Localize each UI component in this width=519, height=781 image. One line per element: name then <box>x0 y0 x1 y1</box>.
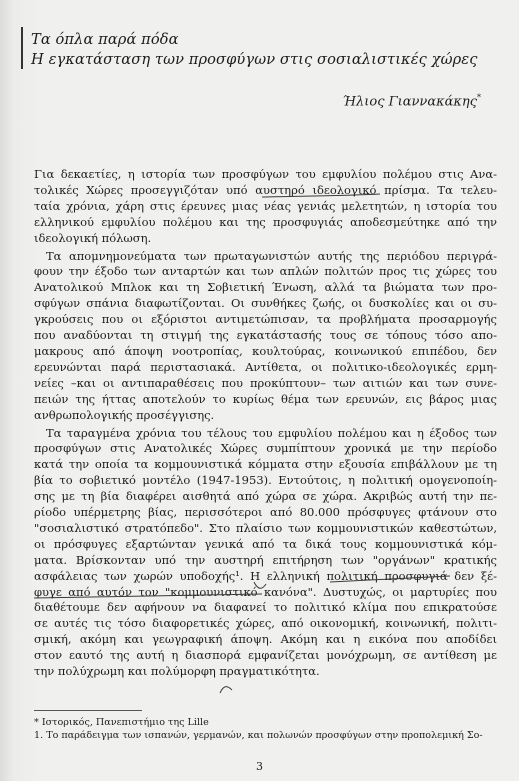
text-line: κατά την οποία τα κομμουνιστικά κόμματα στην εξουσία επιβάλλουν με τη <box>34 457 497 472</box>
text-line: Τα ταραγμένα χρόνια του τέλους του εμφυλίου πολέμου και η έξοδος των <box>46 425 497 440</box>
text-line: "σοσιαλιστικό στρατόπεδο". Στο πλαίσιο των κομμουνιστικών καθεστώτων, <box>34 520 497 535</box>
text-line: Τα απομνημονεύματα των πρωταγωνιστών αυτής της περιόδου περιγρά- <box>46 248 497 263</box>
paragraph-2 <box>34 249 497 424</box>
text-line: που αναδύονται τη στιγμή της εγκατάστασής τους σε τόπους τόσο απο- <box>34 328 497 343</box>
title-line-2: Η εγκατάσταση των προσφύγων στις σοσιαλιστικές χώρες <box>31 51 478 68</box>
text-line: ελληνικού εμφυλίου πολέμου και της προσφυγιάς αποδεσμεύτηκε από την <box>34 214 497 229</box>
text-line: την πολύχρωμη και πολύμορφη πραγματικότητα. <box>34 664 320 679</box>
text-line: σε αυτές τις τόσο διαφορετικές χώρες, από οικονομική, κοινωνική, πολιτι- <box>34 616 497 631</box>
text-line: σης με τη βία διαφέρει αισθητά από χώρα σε χώρα. Ακριβώς αυτή την πε- <box>34 489 497 504</box>
text-line: ερευνώνται παρά περιστασιακά. Αντίθετα, οι πολιτικο-ιδεολογικές ερμη- <box>34 359 497 374</box>
article-body <box>34 167 497 682</box>
footnote-1: 1. Το παράδειγμα των ισπανών, γερμανών, και πολωνών προσφύγων στην προπολεμική Σο- <box>34 730 483 741</box>
text-line: Ανατολικού Μπλοκ και τη Σοβιετική Ένωση, αλλά τα βιώματα των προ- <box>34 280 497 295</box>
text-line: ρίοδο υπέρμετρης βίας, περισσότεροι από 80.000 πρόσφυγες φτάνουν στο <box>34 505 497 520</box>
text-line: ταία χρόνια, χάρη στις έρευνες μιας νέας γενιάς μελετητών, η ιστορία του <box>34 198 497 213</box>
paragraph-1 <box>34 167 497 247</box>
text-line: προσφύγων στις Ανατολικές Χώρες συμπίπτουν χρονικά με την περίοδο <box>34 441 497 456</box>
text-line: φυγε από αυτόν τον "κομμουνιστικό κανόνα". Δυστυχώς, οι μαρτυρίες που <box>34 584 497 599</box>
text-line: βία το σοβιετικό μοντέλο (1947-1953). Εντούτοις, η πολιτική ομογενοποίη- <box>34 473 497 488</box>
text-line: ιδεολογική πόλωση. <box>34 230 152 245</box>
text-line: νείες –και οι αντιπαραθέσεις που προκύπτουν– των αιτιών και των συνε- <box>34 375 497 390</box>
paragraph-3 <box>34 426 497 681</box>
text-line: ματα. Βρίσκονταν υπό την αυστηρή επιτήρηση των "οργάνων" κρατικής <box>34 552 497 567</box>
title-line-1: Τα όπλα παρά πόδα <box>31 31 179 48</box>
text-line: φουν την έξοδο των ανταρτών και των απλών πολιτών προς τις χώρες του <box>34 264 497 279</box>
author-footnote-mark: * <box>477 93 481 102</box>
text-line: πειών της ήττας αποτελούν το κυρίως θέμα των ερευνών, εις βάρος μιας <box>34 391 497 406</box>
text-line: ανθρωπολογικής προσέγγισης. <box>34 407 215 422</box>
title-vertical-rule <box>21 27 23 69</box>
page-number: 3 <box>256 760 263 773</box>
text-line: σμική, ακόμη και γεωγραφική άποψη. Ακόμη και η εικόνα που αποδίδει <box>34 632 497 647</box>
text-line: στον εαυτό της αυτή η διασπορά εμφανίζεται μονόχρωμη, σε αντίθεση με <box>34 648 497 663</box>
text-line: Για δεκαετίες, η ιστορία των προσφύγων του εμφυλίου πολέμου στις Ανα- <box>34 167 497 181</box>
text-line: οι πρόσφυγες εξαρτώνταν γενικά από τα δικά τους κομμουνιστικά κόμ- <box>34 536 497 551</box>
author-name <box>343 93 481 109</box>
text-line: γκρούσεις που οι εξόριστοι αντιμετώπισαν, τα προβλήματα προσαρμογής <box>34 312 497 327</box>
footnote-separator <box>34 710 142 711</box>
text-line: σφύγων σπάνια διαφωτίζονται. Οι συνθήκες ζωής, οι δυσκολίες και οι συ- <box>34 296 497 311</box>
article-title <box>31 30 477 70</box>
text-line: τολικές Χώρες προσεγγιζόταν υπό αυστηρό ιδεολογικό πρίσμα. Τα τελευ- <box>34 182 497 197</box>
footnotes <box>34 716 504 742</box>
text-line: διαθέτουμε δεν αφήνουν να διαφανεί το πολιτικό κλίμα που επικρατούσε <box>34 600 497 615</box>
text-line: ασφάλειας των χωρών υποδοχής¹. Η ελληνική πολιτική προσφυγιά δεν ξέ- <box>34 568 497 583</box>
author-text: Ήλιος Γιαννακάκης <box>342 94 477 110</box>
text-line: μακρους από άποψη νοοτροπίας, κουλτούρας, κοινωνικού επιπέδου, δεν <box>34 343 497 358</box>
footnote-author: * Ιστορικός, Πανεπιστήμιο της Lille <box>34 717 209 728</box>
